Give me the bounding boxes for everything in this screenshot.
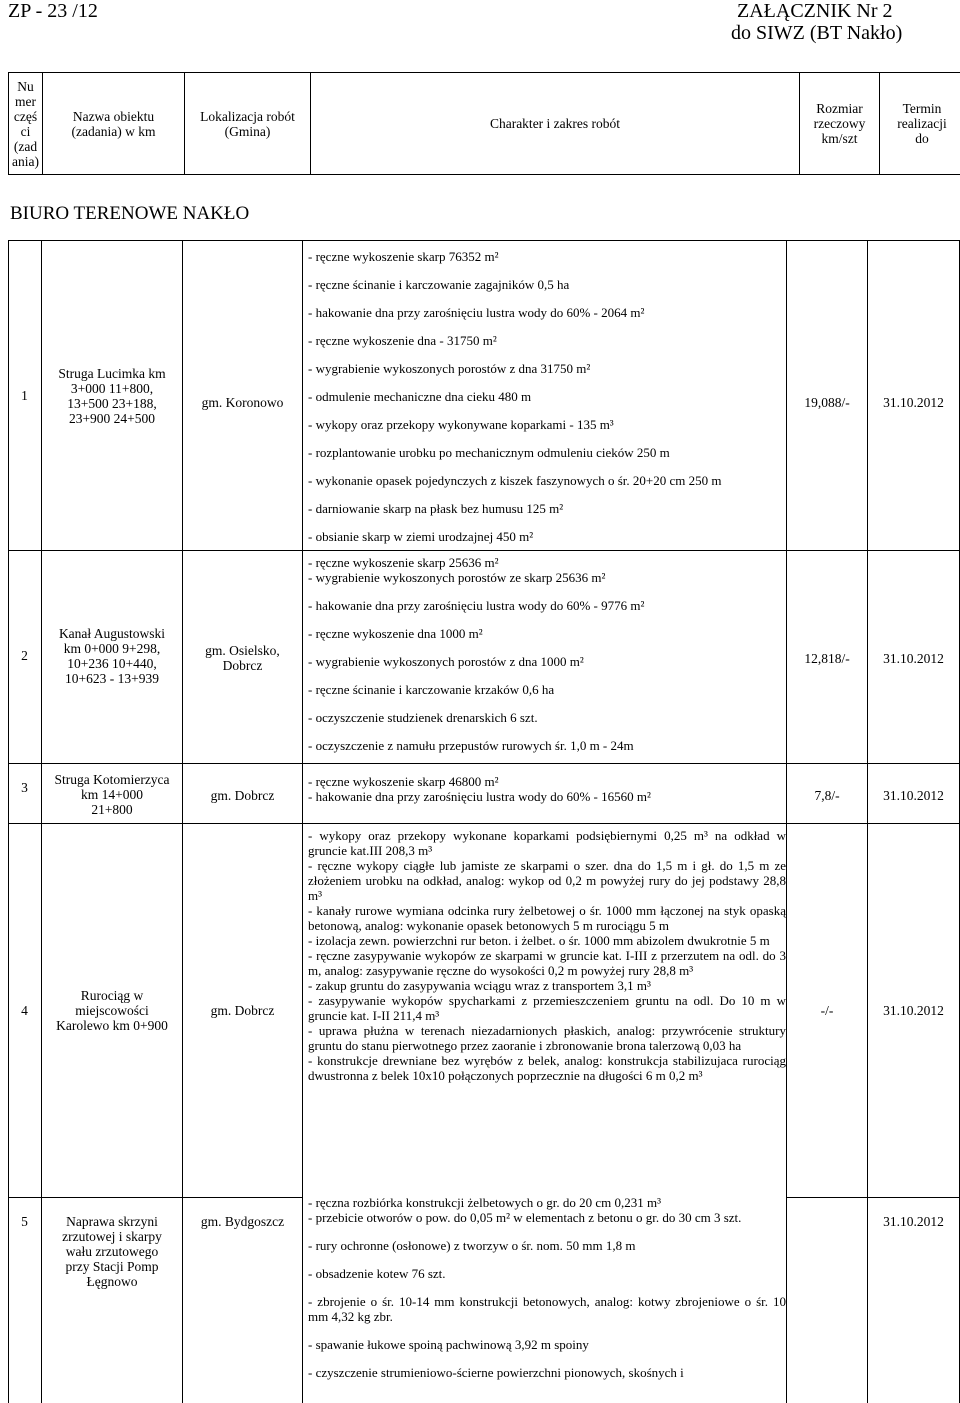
header-number-line: mer <box>15 93 36 109</box>
work-item: - konstrukcje drewniane bez wyrębów z belek, analog: konstrukcja stabilizujaca rurociąg dwustronna z belek 10x10 połączonych poprzecznie na długości 6 m 0,2 m³ <box>308 1053 786 1083</box>
header-work-scope: Charakter i zakres robót <box>311 73 800 175</box>
work-item: - ręczne wykopy ciągłe lub jamiste ze skarpami o szer. dna do 1,5 m i gł. do 1,5 m ze złożeniem urobku na odkład, analog: wykop od 0,2 m powyżej rury do jej podstawy 28,8 m³ <box>308 858 786 903</box>
object-name-line: Kanał Augustowski <box>58 626 166 641</box>
object-name-line: wału zrzutowego <box>65 1244 159 1259</box>
object-name-line: miejscowości <box>75 1003 149 1018</box>
location <box>183 643 302 673</box>
header-line: Rozmiar <box>816 101 863 116</box>
location: gm. Dobrcz <box>210 1003 275 1018</box>
work-item: - zakup gruntu do zasypywania wciągu wraz z transportem 3,1 m³ <box>308 978 651 993</box>
work-item: - oczyszczenie studzienek drenarskich 6 szt. <box>308 710 538 725</box>
object-name-line: 21+800 <box>91 802 133 817</box>
deadline: 31.10.2012 <box>883 1003 944 1018</box>
work-item: - wykopy oraz przekopy wykonywane koparkami - 135 m³ <box>308 417 614 432</box>
header-line: realizacji <box>897 116 947 131</box>
work-item: - uprawa płużna w terenach niezadarnionych płaskich, analog: przywrócenie struktury gruntu do stanu pierwotnego przez zaoranie i zbronowanie brona talerzową 0,03 ha <box>308 1023 786 1053</box>
object-name <box>42 988 182 1033</box>
object-name-line: zrzutowej i skarpy <box>62 1229 162 1244</box>
object-name-line: km 14+000 <box>81 787 143 802</box>
work-item: - ręczne wykoszenie skarp 46800 m² <box>308 774 499 789</box>
grid-line <box>786 240 787 1403</box>
location: gm. Koronowo <box>201 395 284 410</box>
document-code: ZP - 23 /12 <box>8 0 98 22</box>
object-name-line: Struga Kotomierzyca <box>54 772 170 787</box>
object-name-line: 10+623 - 13+939 <box>65 671 159 686</box>
work-item: - wygrabienie wykoszonych porostów z dna 1000 m² <box>308 654 584 669</box>
location-line: gm. Osielsko, <box>205 643 280 658</box>
size: 7,8/- <box>814 788 840 803</box>
table-header <box>8 72 960 175</box>
work-item: - zbrojenie o śr. 10-14 mm konstrukcji betonowych, analog: kotwy zbrojeniowe o śr. 10 mm 4,32 kg zbr. <box>308 1294 786 1324</box>
object-name-line: przy Stacji Pomp <box>65 1259 159 1274</box>
work-item: - oczyszczenie z namułu przepustów rurowych śr. 1,0 m - 24m <box>308 738 634 753</box>
work-item: - obsadzenie kotew 76 szt. <box>308 1266 446 1281</box>
header-number-line: częś <box>13 108 38 124</box>
work-item: - wykopy oraz przekopy wykonane koparkami podsiębiernymi 0,25 m³ na odkład w gruncie kat.III 208,3 m³ <box>308 828 786 858</box>
grid-line <box>8 240 960 241</box>
work-item: - przebicie otworów o pow. do 0,05 m² w elementach z betonu o gr. do 30 cm 3 szt. <box>308 1210 742 1225</box>
size: 19,088/- <box>804 395 850 410</box>
header-size <box>800 73 880 175</box>
work-item: - odmulenie mechaniczne dna cieku 480 m <box>308 389 532 404</box>
work-item: - hakowanie dna przy zarośnięciu lustra wody do 60% - 16560 m² <box>308 789 651 804</box>
section-title: BIURO TERENOWE NAKŁO <box>10 203 250 224</box>
location-line: Dobrcz <box>222 658 263 673</box>
row-number: 4 <box>21 1003 28 1018</box>
grid-line <box>8 823 960 824</box>
header-line: km/szt <box>821 131 858 146</box>
header-number-line: ania) <box>12 153 39 169</box>
object-name-line: Łęgnowo <box>86 1274 138 1289</box>
header-line: do <box>915 131 929 146</box>
work-item: - obsianie skarp w ziemi urodzajnej 450 m² <box>308 529 534 544</box>
work-list <box>308 828 786 1083</box>
work-item: - ręczne wykoszenie skarp 76352 m² <box>308 249 499 264</box>
object-name-line: Karolewo km 0+900 <box>56 1018 168 1033</box>
deadline: 31.10.2012 <box>883 788 944 803</box>
header-number-line: ci <box>20 123 31 139</box>
location: gm. Bydgoszcz <box>200 1214 285 1229</box>
work-item: - ręczne ścinanie i karczowanie zagajników 0,5 ha <box>308 277 570 292</box>
work-item: - darniowanie skarp na płask bez humusu 125 m² <box>308 501 564 516</box>
object-name-line: 23+900 24+500 <box>68 411 156 426</box>
row-number: 2 <box>21 648 28 663</box>
work-list <box>308 249 786 544</box>
header-object-name <box>43 73 185 175</box>
attachment-title: ZAŁĄCZNIK Nr 2 <box>737 0 893 22</box>
object-name <box>42 366 182 426</box>
header-deadline <box>880 73 960 175</box>
work-item: - spawanie łukowe spoiną pachwinową 3,92 m spoiny <box>308 1337 589 1352</box>
header-line: rzeczowy <box>813 116 866 131</box>
work-item: - hakowanie dna przy zarośnięciu lustra wody do 60% - 9776 m² <box>308 598 645 613</box>
header-line: Nazwa obiektu <box>72 108 155 124</box>
work-list <box>308 555 786 753</box>
work-item: - rozplantowanie urobku po mechanicznym odmuleniu cieków 250 m <box>308 445 670 460</box>
work-item: - zasypywanie wykopów spycharkami z przemieszczeniem gruntu na odl. Do 10 m w gruncie kat. I-II 211,4 m³ <box>308 993 786 1023</box>
row-number: 1 <box>21 388 28 403</box>
work-item: - ręczne wykoszenie dna 1000 m² <box>308 626 483 641</box>
header-number-line: (zad <box>13 138 38 154</box>
object-name-line: 10+236 10+440, <box>67 656 157 671</box>
grid-line <box>786 1197 960 1198</box>
work-item: - wykonanie opasek pojedynczych z kiszek faszynowych o śr. 20+20 cm 250 m <box>308 473 722 488</box>
grid-line <box>8 763 960 764</box>
header-line: (zadania) w km <box>71 123 156 139</box>
work-item: - ręczne wykoszenie skarp 25636 m² <box>308 555 499 570</box>
header-location <box>185 73 311 175</box>
location: gm. Dobrcz <box>210 788 275 803</box>
header-number-line: Nu <box>17 78 34 94</box>
object-name-line: km 0+000 9+298, <box>63 641 161 656</box>
deadline: 31.10.2012 <box>883 395 944 410</box>
work-item: - ręczne zasypywanie wykopów ze skarpami w gruncie kat. I-III z przerzutem na odl. do 3 m, analog: zasypywanie ręczne do wysokości 0,2 m powyżej rury 28,8 m³ <box>308 948 786 978</box>
work-item: - wygrabienie wykoszonych porostów z dna 31750 m² <box>308 361 591 376</box>
size: 12,818/- <box>804 651 850 666</box>
grid-line <box>302 240 303 1403</box>
object-name-line: Struga Lucimka km <box>58 366 166 381</box>
size: -/- <box>820 1003 834 1018</box>
work-item: - czyszczenie strumieniowo-ścierne powierzchni pionowych, skośnych i <box>308 1365 684 1380</box>
work-item: - wygrabienie wykoszonych porostów ze skarp 25636 m² <box>308 570 606 585</box>
header-line: (Gmina) <box>224 123 271 139</box>
work-item: - kanały rurowe wymiana odcinka rury żelbetowej o śr. 1000 mm łączonej na styk opaską betonową, analog: wykonanie opasek betonowych 5 m rurociągu 5 m <box>308 903 786 933</box>
row-number: 3 <box>21 780 28 795</box>
work-item: - rury ochronne (osłonowe) z tworzyw o śr. nom. 50 mm 1,8 m <box>308 1238 636 1253</box>
object-name-line: Naprawa skrzyni <box>66 1214 158 1229</box>
header-number <box>9 73 43 175</box>
work-item: - ręczne wykoszenie dna - 31750 m² <box>308 333 497 348</box>
row-number: 5 <box>21 1214 28 1229</box>
work-item: - hakowanie dna przy zarośnięciu lustra wody do 60% - 2064 m² <box>308 305 645 320</box>
grid-line <box>8 550 960 551</box>
deadline: 31.10.2012 <box>883 651 944 666</box>
object-name-line: 13+500 23+188, <box>67 396 157 411</box>
object-name-line: 3+000 11+800, <box>70 381 154 396</box>
object-name <box>42 626 182 686</box>
header-line: Termin <box>902 101 942 116</box>
object-name <box>42 772 182 817</box>
work-item: - ręczna rozbiórka konstrukcji żelbetowych o gr. do 20 cm 0,231 m³ <box>308 1195 661 1210</box>
object-name-line: Rurociąg w <box>80 988 144 1003</box>
work-list <box>308 1195 786 1380</box>
attachment-subtitle: do SIWZ (BT Nakło) <box>731 22 903 44</box>
deadline: 31.10.2012 <box>883 1214 944 1229</box>
work-list <box>308 774 786 804</box>
work-item: - ręczne ścinanie i karczowanie krzaków 0,6 ha <box>308 682 555 697</box>
header-line: Lokalizacja robót <box>200 108 295 124</box>
object-name <box>42 1214 182 1289</box>
grid-line <box>8 1197 302 1198</box>
work-item: - izolacja zewn. powierzchni rur beton. i żelbet. o śr. 1000 mm abizolem dwukrotnie 5 m <box>308 933 770 948</box>
